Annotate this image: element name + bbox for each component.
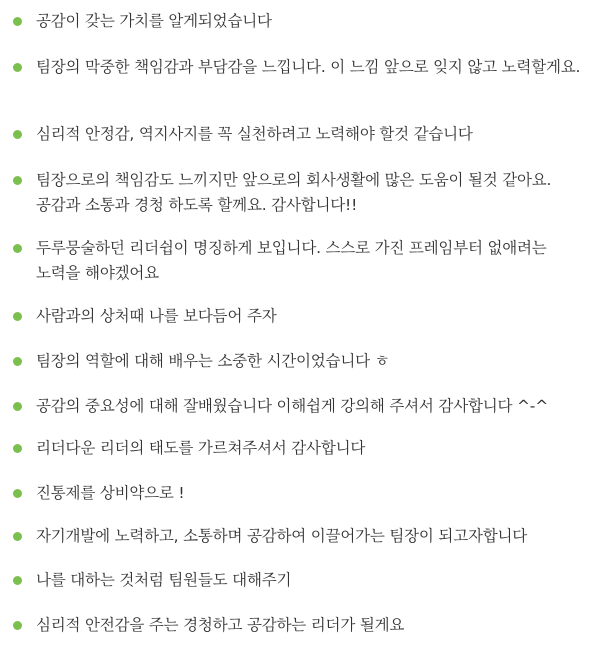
list-item-text: 두루뭉술하던 리더쉽이 명징하게 보입니다. 스스로 가진 프레임부터 없애려는 노력을 해야겠어요	[36, 239, 547, 282]
list-item-text: 팀장의 막중한 책임감과 부담감을 느낍니다. 이 느낌 앞으로 잊지 않고 노력할게요.	[36, 58, 581, 76]
bullet-icon	[13, 176, 22, 185]
list-item-text: 사람과의 상처때 나를 보다듬어 주자	[36, 307, 277, 325]
list-item-text: 자기개발에 노력하고, 소통하며 공감하여 이끌어가는 팀장이 되고자합니다	[36, 527, 528, 545]
bullet-icon	[13, 532, 22, 541]
bullet-icon	[13, 489, 22, 498]
bullet-icon	[13, 621, 22, 630]
bullet-icon	[13, 312, 22, 321]
bullet-icon	[13, 576, 22, 585]
list-item-text: 나를 대하는 것처럼 팀원들도 대해주기	[36, 571, 292, 589]
bullet-icon	[13, 130, 22, 139]
list-item-text: 심리적 안전감을 주는 경청하고 공감하는 리더가 될게요	[36, 616, 405, 634]
bullet-icon	[13, 444, 22, 453]
list-item-text: 팀장의 역할에 대해 배우는 소중한 시간이었습니다 ㅎ	[36, 352, 390, 370]
list-item-text: 진통제를 상비약으로 !	[36, 484, 185, 502]
list-item-text: 공감이 갖는 가치를 알게되었습니다	[36, 12, 272, 30]
list-item-text: 공감의 중요성에 대해 잘배웠습니다 이해쉽게 강의해 주셔서 감사합니다 ^-^	[36, 397, 548, 415]
bullet-icon	[13, 357, 22, 366]
bullet-icon	[13, 17, 22, 26]
bullet-icon	[13, 244, 22, 253]
bullet-icon	[13, 402, 22, 411]
list-item-text: 심리적 안정감, 역지사지를 꼭 실천하려고 노력해야 할것 같습니다	[36, 125, 473, 143]
bullet-icon	[13, 63, 22, 72]
list-item-text: 리더다운 리더의 태도를 가르쳐주셔서 감사합니다	[36, 439, 366, 457]
list-item-text: 팀장으로의 책임감도 느끼지만 앞으로의 회사생활에 많은 도움이 될것 같아요. 공감과 소통과 경청 하도록 할께요. 감사합니다!!	[36, 171, 552, 214]
